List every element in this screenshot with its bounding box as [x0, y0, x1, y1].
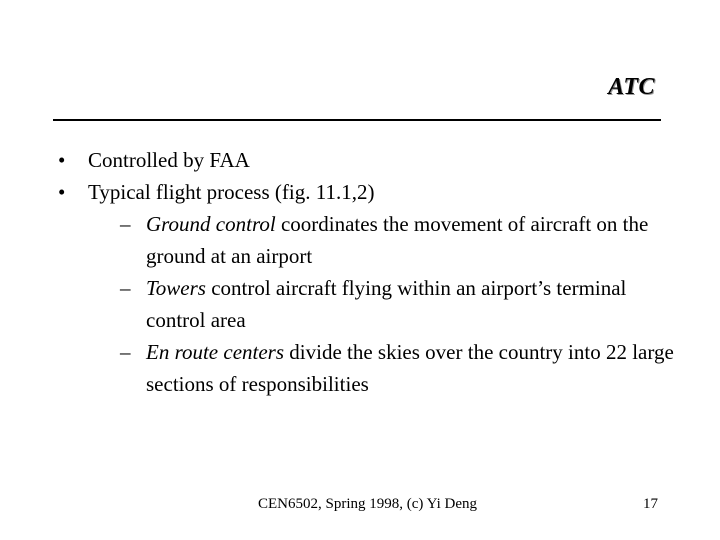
- sub-bullet-emphasis: Towers: [146, 276, 206, 300]
- bullet-icon: •: [58, 148, 66, 172]
- footer-credit: CEN6502, Spring 1998, (c) Yi Deng: [258, 496, 478, 512]
- dash-icon: –: [120, 276, 131, 300]
- page-number: 17: [643, 496, 658, 512]
- sub-bullet-emphasis: En route centers: [146, 340, 285, 364]
- sub-bullet-text: coordinates the movement of aircraft on the ground at an airport: [146, 212, 649, 268]
- slide-content: [58, 144, 678, 400]
- dash-icon: –: [120, 212, 131, 236]
- sub-bullet-item: [58, 208, 678, 272]
- dash-icon: –: [120, 340, 131, 364]
- title-divider: [53, 119, 661, 121]
- bullet-icon: •: [58, 180, 66, 204]
- slide-title: ATC: [608, 74, 655, 100]
- sub-bullet-emphasis: Ground control: [146, 212, 276, 236]
- sub-bullet-item: [58, 336, 678, 400]
- bullet-text: Typical flight process (fig. 11.1,2): [88, 180, 375, 204]
- bullet-item: [58, 176, 678, 208]
- bullet-text: Controlled by FAA: [88, 148, 250, 172]
- sub-bullet-item: [58, 272, 678, 336]
- sub-bullet-text: control aircraft flying within an airport’s terminal control area: [146, 276, 627, 332]
- sub-bullet-text: divide the skies over the country into 22 large sections of responsibilities: [146, 340, 674, 396]
- bullet-item: [58, 144, 678, 176]
